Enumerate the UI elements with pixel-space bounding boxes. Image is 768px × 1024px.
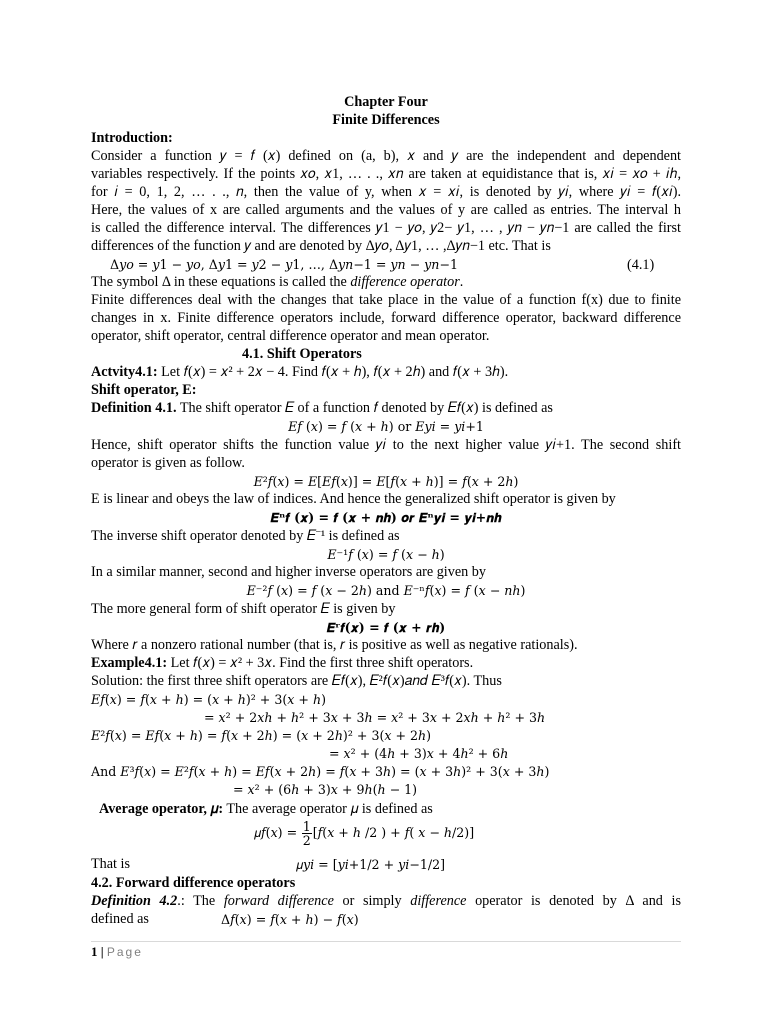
symbol-line-end: . (459, 274, 464, 290)
defined-as-label: defined as (91, 911, 149, 927)
page-separator: | (100, 944, 104, 959)
intro-line-2: variables respectively. If the points 𝑥𝑜, 𝑥1, … . ., 𝑥𝑛 are taken at equidistance that is, 𝑥𝑖 = 𝑥𝑜 + 𝑖ℎ, (91, 166, 681, 182)
average-operator-label: Average operator, 𝜇: (99, 801, 224, 817)
definition-4-2-post: operator is denoted by Δ and is (466, 893, 681, 909)
fraction-numerator: 1 (302, 819, 311, 835)
e2-equation: 𝐸²𝑓(𝑥) = 𝐸[𝐸𝑓(𝑥)] = 𝐸[𝑓(𝑥 + ℎ)] = 𝑓(𝑥 + 2ℎ) (253, 474, 519, 489)
activity-text: Let 𝑓(𝑥) = 𝑥² + 2𝑥 − 4. Find 𝑓(𝑥 + ℎ), 𝑓(𝑥 + 2ℎ) and 𝑓(𝑥 + 3ℎ). (157, 364, 509, 380)
definition-4-1-line (91, 399, 681, 417)
average-operator-line (99, 800, 679, 818)
solution-eq-2: = 𝑥² + 2𝑥ℎ + ℎ² + 3𝑥 + 3ℎ = 𝑥² + 3𝑥 + 2𝑥ℎ + ℎ² + 3ℎ (204, 710, 546, 725)
intro-line-3: for 𝑖 = 0, 1, 2, … . ., 𝑛, then the value of y, when 𝑥 = 𝑥𝑖, is denoted by 𝑦𝑖, where 𝑦𝑖 = 𝑓(𝑥𝑖). (91, 184, 681, 200)
activity-label: Actvity4.1: (91, 364, 158, 380)
intro2-line-2: changes in x. Finite difference operators include, forward difference operator, backward difference (91, 310, 681, 326)
symbol-line-emphasis: difference operator (350, 274, 460, 290)
page-number: 1 (91, 944, 98, 959)
definition-4-2-label: Definition 4.2 (91, 893, 178, 909)
definition-4-1-text: The shift operator 𝐸 of a function 𝑓 denoted by 𝐸𝑓(𝑥) is defined as (176, 400, 553, 416)
definition-4-2-emphasis-2: difference (410, 893, 467, 909)
en-equation: 𝑬ⁿ𝒇 (𝒙) = 𝒇 (𝒙 + 𝒏𝒉) 𝒐𝒓 𝑬ⁿ𝒚𝒊 = 𝒚𝒊+𝒏𝒉 (270, 510, 502, 525)
introduction-heading: Introduction: (91, 130, 173, 146)
example-line (91, 654, 681, 672)
equation-4-1: Δ𝑦𝑜 = 𝑦1 − 𝑦𝑜, Δ𝑦1 = 𝑦2 − 𝑦1, …, Δ𝑦𝑛−1 = 𝑦𝑛 − 𝑦𝑛−1 (110, 257, 458, 272)
chapter-label: Chapter Four (344, 94, 428, 110)
page-word: Page (106, 945, 143, 959)
inverse-equation: 𝐸⁻¹𝑓 (𝑥) = 𝑓 (𝑥 − ℎ) (327, 547, 445, 562)
intro-line-1: Consider a function 𝑦 = 𝑓 (𝑥) defined on (a, b), 𝑥 and 𝑦 are the independent and dependent (91, 148, 681, 164)
one-half-fraction (302, 820, 312, 847)
definition-4-2-emphasis-1: forward difference (223, 893, 334, 909)
intro2-line-3: operator, shift operator, central difference operator and mean operator. (91, 328, 490, 344)
definition-4-2-mid: or simply (333, 893, 411, 909)
definition-4-1-label: Definition 4.1. (91, 400, 177, 416)
where-line: Where 𝑟 a nonzero rational number (that is, 𝑟 is positive as well as negative rationals). (91, 637, 578, 653)
intro-line-4: Here, the values of x are called arguments and the values of y are called as entries. The interval h (91, 202, 681, 218)
average-equation-right: [𝑓(𝑥 + ℎ /2 ) + 𝑓( 𝑥 − ℎ/2)] (312, 825, 475, 840)
shift-operator-heading: Shift operator, E: (91, 382, 197, 398)
solution-line: Solution: the first three shift operators are 𝐸𝑓(𝑥), 𝐸²𝑓(𝑥)𝑎𝑛𝑑 𝐸³𝑓(𝑥). Thus (91, 673, 502, 689)
solution-eq-4: = 𝑥² + (4ℎ + 3)𝑥 + 4ℎ² + 6ℎ (329, 746, 509, 761)
section-4-1-heading: 4.1. Shift Operators (242, 346, 362, 362)
fraction-denominator: 2 (302, 833, 311, 849)
definition-4-2-line (91, 892, 681, 910)
inverse-line: The inverse shift operator denoted by 𝐸⁻¹ is defined as (91, 528, 400, 544)
intro-line-6: differences of the function 𝑦 and are denoted by Δ𝑦𝑜, Δ𝑦1, … ,Δ𝑦𝑛−1 etc. That is (91, 238, 551, 254)
general-line: The more general form of shift operator 𝐸 is given by (91, 601, 396, 617)
footer-divider (91, 941, 681, 942)
example-label: Example4.1: (91, 655, 168, 671)
inverse2-equation: 𝐸⁻²𝑓 (𝑥) = 𝑓 (𝑥 − 2ℎ) and 𝐸⁻ⁿ𝑓(𝑥) = 𝑓 (𝑥 − 𝑛ℎ) (246, 583, 526, 598)
solution-eq-3: 𝐸²𝑓(𝑥) = 𝐸𝑓(𝑥 + ℎ) = 𝑓(𝑥 + 2ℎ) = (𝑥 + 2ℎ)² + 3(𝑥 + 2ℎ) (91, 728, 432, 743)
activity-line (91, 363, 681, 381)
average-operator-text: The average operator 𝜇 is defined as (223, 801, 433, 817)
section-4-2-heading: 4.2. Forward difference operators (91, 875, 296, 891)
example-text: Let 𝑓(𝑥) = 𝑥² + 3𝑥. Find the first three shift operators. (167, 655, 474, 671)
intro-line-5: is called the difference interval. The differences 𝑦1 − 𝑦𝑜, 𝑦2− 𝑦1, … , 𝑦𝑛 − 𝑦𝑛−1 are called the first (91, 220, 681, 236)
solution-eq-6: = 𝑥² + (6ℎ + 3)𝑥 + 9ℎ(ℎ − 1) (233, 782, 418, 797)
solution-eq-1: 𝐸𝑓(𝑥) = 𝑓(𝑥 + ℎ) = (𝑥 + ℎ)² + 3(𝑥 + ℎ) (91, 692, 326, 707)
average-equation-left: 𝜇𝑓(𝑥) = (254, 825, 298, 840)
er-equation: 𝑬ʳ𝒇(𝒙) = 𝒇 (𝒙 + 𝒓𝒉) (326, 620, 446, 635)
symbol-line (91, 273, 681, 291)
that-is-label: That is (91, 856, 131, 872)
forward-difference-equation: Δ𝑓(𝑥) = 𝑓(𝑥 + ℎ) − 𝑓(𝑥) (221, 912, 359, 927)
definition-equation: 𝐸𝑓 (𝑥) = 𝑓 (𝑥 + ℎ) or 𝐸𝑦𝑖 = 𝑦𝑖+1 (288, 419, 484, 434)
hence-line-2: operator is given as follow. (91, 455, 245, 471)
solution-eq-5: And 𝐸³𝑓(𝑥) = 𝐸²𝑓(𝑥 + ℎ) = 𝐸𝑓(𝑥 + 2ℎ) = 𝑓(𝑥 + 3ℎ) = (𝑥 + 3ℎ)² + 3(𝑥 + 3ℎ) (91, 764, 550, 779)
symbol-line-text: The symbol Δ in these equations is called the (91, 274, 351, 290)
equation-4-1-tag: (4.1) (627, 257, 655, 273)
linear-line: E is linear and obeys the law of indices. And hence the generalized shift operator is given by (91, 491, 616, 507)
average-equation (254, 820, 684, 850)
page-title: Finite Differences (332, 112, 440, 128)
definition-4-2-pre: .: The (177, 893, 224, 909)
hence-line-1: Hence, shift operator shifts the function value 𝑦𝑖 to the next higher value 𝑦𝑖+1. The second shift (91, 437, 681, 453)
mu-equation: 𝜇𝑦𝑖 = [𝑦𝑖+1/2 + 𝑦𝑖−1/2] (296, 857, 446, 872)
similar-line: In a similar manner, second and higher inverse operators are given by (91, 564, 486, 580)
page-footer (91, 944, 143, 960)
intro2-line-1: Finite differences deal with the changes that take place in the value of a function f(x) due to finite (91, 292, 681, 308)
